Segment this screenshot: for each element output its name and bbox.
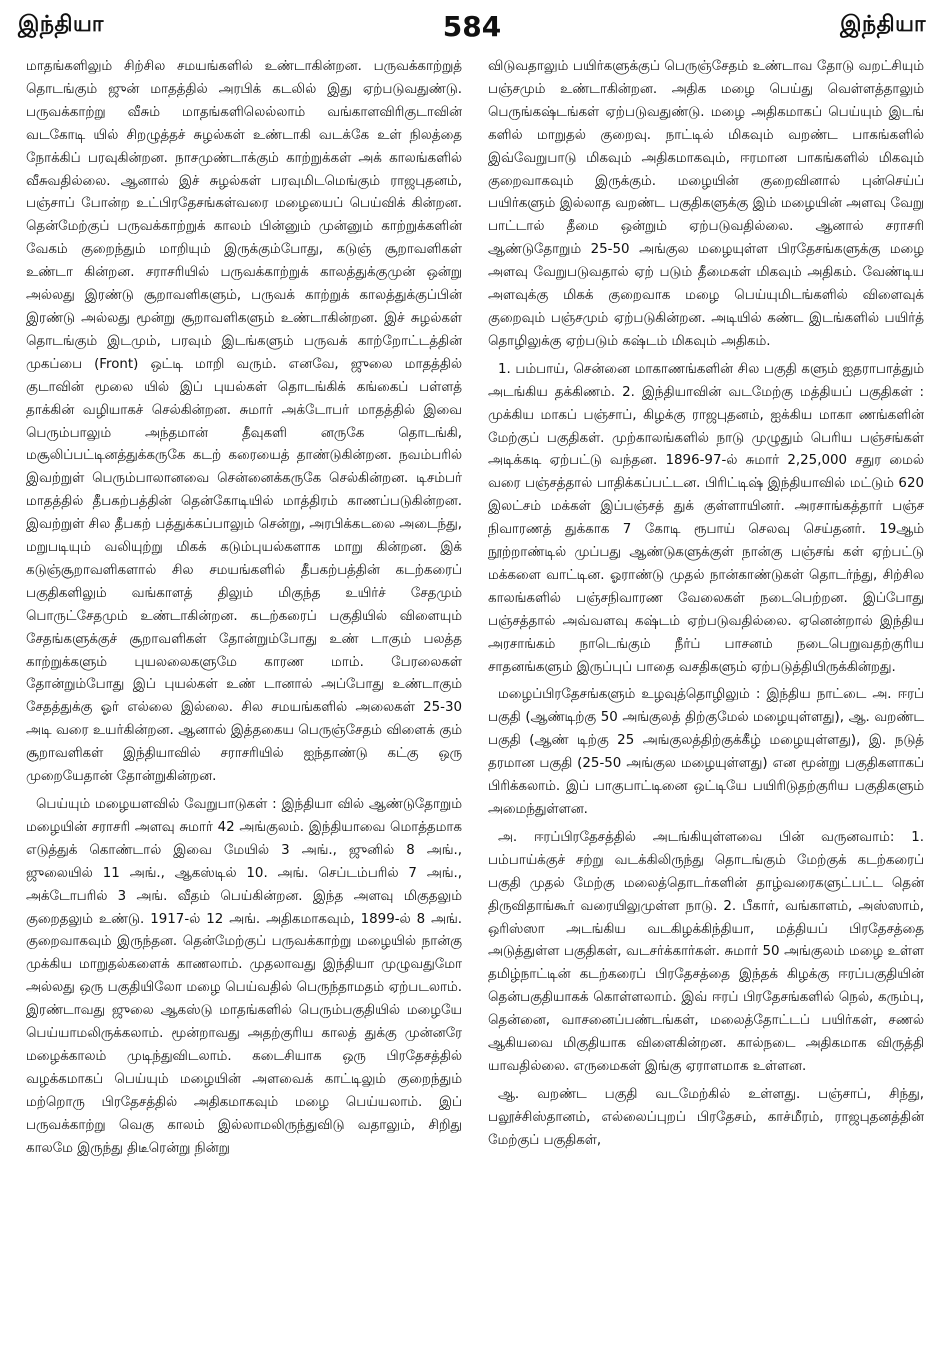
paragraph: மழைப்பிரதேசங்களும் உழவுத்தொழிலும் : இந்திய நாட்டை அ. ஈரப் பகுதி (ஆண்டிற்கு 50 அங்குலத் திற்குமேல் மழையுள்ளது), ஆ. வறண்ட பகுதி (ஆண் டிற்கு 25 அங்குலத்திற்குக்கீழ் மழையுள்ளது), இ. நடுத் தரமான பகுதி (25-50 அங்குல மழையுள்ளது) என மூன்று பகுதிகளாகப் பிரிக்கலாம். இப் பாகுபாட்டினை ஒட்டியே பயிரிடுதற்குரிய பகுதிகளும் அமைந்துள்ளன. [488,687,924,817]
paragraph: 1. பம்பாய், சென்னை மாகாணங்களின் சில பகுதி களும் ஐதராபாத்தும் அடங்கிய தக்கிணம். 2. இந்தியாவின் வடமேற்கு மத்தியப் பகுதிகள் : முக்கிய மாகப் பஞ்சாப், கிழக்கு ராஜபுதனம், ஐக்கிய மாகா ணங்களின் மேற்குப் பகுதிகள். முற்காலங்களில் நாடு முழுதும் பெரிய பஞ்சங்கள் அடிக்கடி ஏற்பட்டு வந்தன. 1896-97-ல் சுமார் 2,25,000 சதுர மைல் வரை பஞ்சத்தால் பாதிக்கப்பட்டன. பிரிட்டிஷ் இந்தியாவில் மட்டும் 620 இலட்சம் மக்கள் இப்பஞ்சத் துக் குள்ளாயினர். அரசாங்கத்தார் பஞ்ச நிவாரணத் துக்காக 7 கோடி ரூபாய் செலவு செய்தனர். 19ஆம் நூற்றாண்டில் முப்பது ஆண்டுகளுக்குள் நான்கு பஞ்சங் கள் ஏற்பட்டு மக்களை வாட்டின. ஓராண்டு முதல் நான்காண்டுகள் தொடர்ந்து, சிற்சில காலங்களில் பஞ்சநிவாரண வேலைகள் நடைபெற்றன. இப்போது பஞ்சத்தால் அவ்வளவு கஷ்டம் ஏற்படுவதில்லை. ஏனென்றால் இந்திய அரசாங்கம் நாடெங்கும் நீர்ப் பாசனம் நடைபெறுவதற்குரிய சாதனங்களும் இருப்புப் பாதை வசதிகளும் ஏற்படுத்தியிருக்கின்றது. [488,361,924,675]
page-number: 584 [442,9,502,43]
left-column [26,56,462,1356]
right-column [488,56,924,1356]
running-head-left: இந்தியா [18,12,104,37]
running-head-right: இந்தியா [840,12,926,37]
paragraph: மாதங்களிலும் சிற்சில சமயங்களில் உண்டாகின்றன. பருவக்காற்றுத் தொடங்கும் ஜுன் மாதத்தில் அரபிக் கடலில் இது ஏற்படுவதுண்டு. பருவக்காற்று வீசும் மாதங்களிலெல்லாம் வங்காளவிரிகுடாவின் வடகோடி யில் சிறழுத்தச் சுழல்கள் உண்டாகி வடக்கே உள் நிலத்தை நோக்கிப் பரவுகின்றன. நாசமுண்டாக்கும் காற்றுக்கள் அக் காலங்களில் வீசுவதில்லை. ஆனால் இச் சுழல்கள் பரவுமிடமெங்கும் ராஜபுதனம், பஞ்சாப் போன்ற உட்பிரதேசங்கள்வரை மழையைப் பெய்விக் கின்றன. தென்மேற்குப் பருவக்காற்றுக் காலம் பின்னும் முன்னும் காற்றுக்களின் வேகம் குறைந்தும் மாறியும் இருக்கும்போது, கடுஞ் சூறாவளிகள் உண்டா கின்றன. சராசரியில் பருவக்காற்றுக் காலத்துக்குமுன் ஒன்று அல்லது இரண்டு சூறாவளிகளும், பருவக் காற்றுக் காலத்துக்குப்பின் இரண்டு அல்லது மூன்று சூறாவளிகளும் உண்டாகின்றன. இச் சுழல்கள் தொடங்கும் இடமும், பரவும் இடங்களும் பருவக் காற்றோட்டத்தின் முகப்பை (Front) ஒட்டி மாறி வரும். எனவே, ஜுலை மாதத்தில் குடாவின் மூலை யில் இப் புயல்கள் தொடங்கிக் கங்கைப் பள்ளத் தாக்கின் வழியாகச் செல்கின்றன. சுமார் அக்டோபர் மாதத்தில் இவை பெரும்பாலும் அந்தமான் தீவுகளி னருகே தொடங்கி, மசூலிப்பட்டினத்துக்கருகே கடற் கரையைத் தாண்டுகின்றன. நவம்பரில் இவற்றுள் பெரும்பாலானவை சென்னைக்கருகே செல்கின்றன. டிசம்பர் மாதத்தில் தீபகற்பத்தின் தென்கோடியில் மாத்திரம் காணப்படுகின்றன. இவற்றுள் சில தீபகற் பத்துக்கப்பாலும் சென்று, அரபிக்கடலை அடைந்து, மறுபடியும் வலியுற்று மிகக் கடும்புயல்களாக மாறு கின்றன. இக் கடுஞ்சூறாவளிகளால் சில சமயங்களில் தீபகற்பத்தின் கடற்கரைப் பகுதிகளிலும் வங்காளத் திலும் மிகுந்த உயிர்ச் சேதமும் பொருட்சேதமும் உண்டாகின்றன. கடற்கரைப் பகுதியில் விளையும் சேதங்களுக்குச் சூறாவளிகள் தோன்றும்போது உண் டாகும் பலத்த காற்றுக்களும் புயலலைகளுமே காரண மாம். பேரலைகள் தோன்றும்போது இப் புயல்கள் உண் டானால் அப்போது உண்டாகும் சேதத்துக்கு ஓர் எல்லை இல்லை. சில சமயங்களில் அலைகள் 25-30 அடி வரை உயர்கின்றன. ஆனால் இத்தகைய பெருஞ்சேதம் விளைக் கும் சூறாவளிகள் இந்தியாவில் சராசரியில் ஐந்தாண்டு கட்கு ஒரு முறையேதான் தோன்றுகின்றன. [26,59,462,785]
paragraph: பெய்யும் மழையளவில் வேறுபாடுகள் : இந்தியா வில் ஆண்டுதோறும் மழையின் சராசரி அளவு சுமார் 42 அங்குலம். இந்தியாவை மொத்தமாக எடுத்துக் கொண்டால் இவை மேயில் 3 அங்., ஜுனில் 8 அங்., ஜுலையில் 11 அங்., ஆகஸ்டில் 10. அங். செப்டம்பரில் 7 அங்., அக்டோபரில் 3 அங். வீதம் பெய்கின்றன. இந்த அளவு மிகுதலும் குறைதலும் உண்டு. 1917-ல் 12 அங். அதிகமாகவும், 1899-ல் 8 அங். குறைவாகவும் இருந்தன. தென்மேற்குப் பருவக்காற்று மழையில் நான்கு முக்கிய மாறுதல்களைக் காணலாம். முதலாவது இந்தியா முழுவதுமோ அல்லது ஒரு பகுதியிலோ மழை பெய்வதில் பெருந்தாமதம் ஏற்படலாம். இரண்டாவது ஜுலை ஆகஸ்டு மாதங்களில் பெரும்பகுதியில் மழையே பெய்யாமலிருக்கலாம். மூன்றாவது அதற்குரிய காலத் துக்கு முன்னரே மழைக்காலம் முடிந்துவிடலாம். கடைசியாக ஒரு பிரதேசத்தில் வழக்கமாகப் பெய்யும் மழையின் அளவைக் காட்டிலும் குறைந்தும் மற்றொரு பிரதேசத்தில் அதிகமாகவும் மழை பெய்யலாம். இப் பருவக்காற்று வெகு காலம் இல்லாமலிருந்துவிடு வதாலும், சிறிது காலமே இருந்து திடீரென்று நின்று [26,797,462,1156]
page-header [18,6,926,46]
paragraph: அ. ஈரப்பிரதேசத்தில் அடங்கியுள்ளவை பின் வருனவாம்: 1. பம்பாய்க்குச் சற்று வடக்கிலிருந்து தொடங்கும் மேற்குக் கடற்கரைப் பகுதி முதல் மேற்கு மலைத்தொடர்களின் தாழ்வரைகளுட்பட்ட தென் திருவிதாங்கூர் வரையிலுமுள்ள நாடு. 2. பீகார், வங்காளம், அஸ்ஸாம், ஒரிஸ்ஸா அடங்கிய வடகிழக்கிந்தியா, மத்தியப் பிரதேசத்தை அடுத்துள்ள பகுதிகள், வடசர்க்கார்கள். சுமார் 50 அங்குலம் மழை உள்ள தமிழ்நாட்டின் கடற்கரைப் பிரதேசத்தை இந்தக் கிழக்கு ஈரப்பகுதியின் தென்பகுதியாகக் கொள்ளலாம். இவ் ஈரப் பிரதேசங்களில் நெல், கரும்பு, தென்னை, வாசனைப்பண்டங்கள், மலைத்தோட்டப் பயிர்கள், சணல் ஆகியவை மிகுதியாக விளைகின்றன. கால்நடை அதிகமாக விருத்தி யாவதில்லை. எருமைகள் இங்கு ஏராளமாக உள்ளன. [488,829,924,1074]
paragraph: ஆ. வறண்ட பகுதி வடமேற்கில் உள்ளது. பஞ்சாப், சிந்து, பலூச்சிஸ்தானம், எல்லைப்புறப் பிரதேசம், காச்மீரம், ராஜபுதனத்தின் மேற்குப் பகுதிகள், [488,1086,924,1148]
paragraph: விடுவதாலும் பயிர்களுக்குப் பெருஞ்சேதம் உண்டாவ தோடு வறட்சியும் பஞ்சமும் உண்டாகின்றன. அதிக மழை பெய்து வெள்ளத்தாலும் பெருங்கஷ்டங்கள் ஏற்படுவதுண்டு. மழை அதிகமாகப் பெய்யும் இடங் களில் மாறுதல் குறைவு. நாட்டில் மிகவும் வறண்ட பாகங்களில் இவ்வேறுபாடு மிகவும் அதிகமாகவும், ஈரமான பாகங்களில் மிகவும் குறைவாகவும் இருக்கும். மழையின் குறைவினால் புன்செய்ப் பயிர்களும் இல்லாத வறண்ட பகுதிகளுக்கு இம் மழையின் அளவு வேறு பாட்டால் தீமை ஒன்றும் ஏற்படுவதில்லை. ஆனால் சராசரி ஆண்டுதோறும் 25-50 அங்குல மழையுள்ள பிரதேசங்களுக்கு மழை அளவு வேறுபடுவதால் ஏற் படும் தீமைகள் மிகவும் அதிகம். வேண்டிய அளவுக்கு மிகக் குறைவாக மழை பெய்யுமிடங்களில் விளைவுக் குறைவும் பஞ்சமும் ஏற்படுகின்றன. அடியில் கண்ட இடங்களில் பயிர்த் தொழிலுக்கு ஏற்படும் கஷ்டம் மிகவும் அதிகம். [488,59,924,349]
text-columns [26,56,924,1356]
